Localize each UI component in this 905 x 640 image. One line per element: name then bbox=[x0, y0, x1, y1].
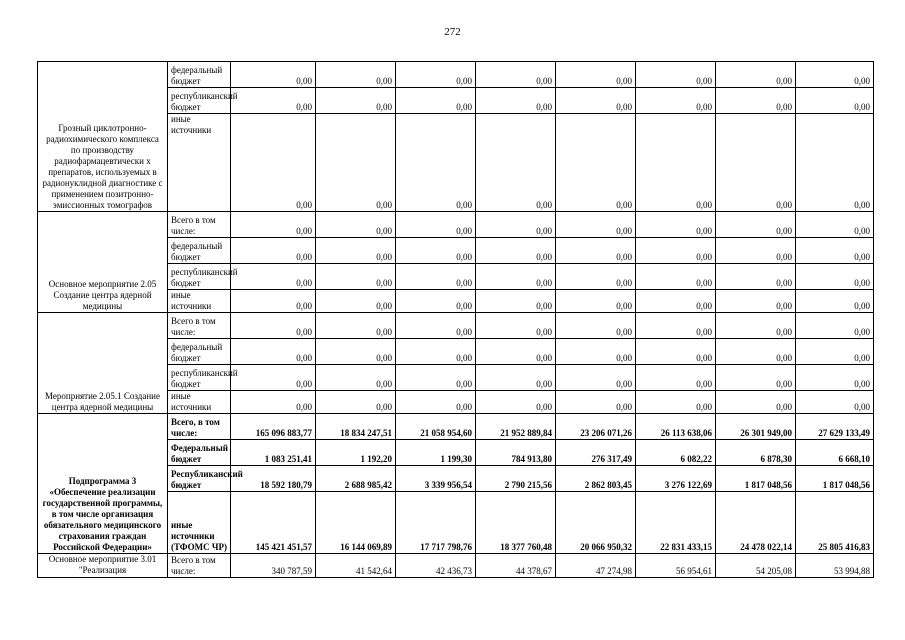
amount-cell: 0,00 bbox=[556, 339, 636, 365]
funding-source: Всего в том числе: bbox=[168, 313, 231, 339]
amount-cell: 0,00 bbox=[556, 365, 636, 391]
amount-cell: 0,00 bbox=[231, 114, 316, 212]
funding-source: республиканский бюджет bbox=[168, 365, 231, 391]
amount-cell: 340 787,59 bbox=[231, 554, 316, 578]
amount-cell: 0,00 bbox=[231, 88, 316, 114]
amount-cell: 0,00 bbox=[231, 62, 316, 88]
amount-cell: 41 542,64 bbox=[316, 554, 396, 578]
amount-cell: 0,00 bbox=[556, 264, 636, 290]
amount-cell: 0,00 bbox=[796, 339, 874, 365]
budget-table bbox=[37, 61, 874, 578]
amount-cell: 0,00 bbox=[396, 313, 476, 339]
activity-name: Основное мероприятие 3.01 "Реализация bbox=[38, 554, 168, 578]
amount-cell: 0,00 bbox=[716, 339, 796, 365]
funding-source: федеральный бюджет bbox=[168, 238, 231, 264]
amount-cell: 0,00 bbox=[396, 62, 476, 88]
amount-cell: 0,00 bbox=[476, 339, 556, 365]
amount-cell: 0,00 bbox=[636, 88, 716, 114]
amount-cell: 0,00 bbox=[476, 238, 556, 264]
amount-cell: 0,00 bbox=[716, 313, 796, 339]
amount-cell: 0,00 bbox=[316, 339, 396, 365]
amount-cell: 0,00 bbox=[796, 391, 874, 414]
amount-cell: 21 058 954,60 bbox=[396, 414, 476, 440]
amount-cell: 0,00 bbox=[476, 62, 556, 88]
amount-cell: 165 096 883,77 bbox=[231, 414, 316, 440]
amount-cell: 56 954,61 bbox=[636, 554, 716, 578]
amount-cell: 24 478 022,14 bbox=[716, 492, 796, 554]
amount-cell: 0,00 bbox=[316, 62, 396, 88]
amount-cell: 0,00 bbox=[716, 264, 796, 290]
amount-cell: 18 377 760,48 bbox=[476, 492, 556, 554]
budget-table-body bbox=[38, 62, 874, 578]
amount-cell: 6 878,30 bbox=[716, 440, 796, 466]
amount-cell: 0,00 bbox=[231, 238, 316, 264]
amount-cell: 0,00 bbox=[716, 88, 796, 114]
amount-cell: 0,00 bbox=[231, 290, 316, 313]
amount-cell: 6 668,10 bbox=[796, 440, 874, 466]
amount-cell: 26 301 949,00 bbox=[716, 414, 796, 440]
amount-cell: 0,00 bbox=[636, 264, 716, 290]
amount-cell: 0,00 bbox=[231, 391, 316, 414]
amount-cell: 0,00 bbox=[796, 264, 874, 290]
amount-cell: 47 274,98 bbox=[556, 554, 636, 578]
amount-cell: 1 192,20 bbox=[316, 440, 396, 466]
funding-source: Федеральный бюджет bbox=[168, 440, 231, 466]
amount-cell: 0,00 bbox=[316, 391, 396, 414]
table-row bbox=[38, 313, 874, 339]
amount-cell: 44 378,67 bbox=[476, 554, 556, 578]
amount-cell: 1 817 048,56 bbox=[716, 466, 796, 492]
amount-cell: 0,00 bbox=[796, 212, 874, 238]
amount-cell: 42 436,73 bbox=[396, 554, 476, 578]
amount-cell: 0,00 bbox=[636, 114, 716, 212]
amount-cell: 2 790 215,56 bbox=[476, 466, 556, 492]
amount-cell: 0,00 bbox=[316, 365, 396, 391]
activity-name: Грозный циклотронно-радиохимического комплекса по производству радиофармацевтически х препаратов, используемых в радионуклидной диагностике с применением позитронно-эмиссионных томографов bbox=[38, 62, 168, 212]
funding-source: иные источники (ТФОМС ЧР) bbox=[168, 492, 231, 554]
amount-cell: 3 276 122,69 bbox=[636, 466, 716, 492]
funding-source: иные источники bbox=[168, 391, 231, 414]
amount-cell: 0,00 bbox=[636, 212, 716, 238]
table-row bbox=[38, 554, 874, 578]
amount-cell: 1 817 048,56 bbox=[796, 466, 874, 492]
amount-cell: 53 994,88 bbox=[796, 554, 874, 578]
amount-cell: 0,00 bbox=[556, 238, 636, 264]
amount-cell: 0,00 bbox=[396, 391, 476, 414]
amount-cell: 16 144 069,89 bbox=[316, 492, 396, 554]
amount-cell: 0,00 bbox=[396, 264, 476, 290]
amount-cell: 20 066 950,32 bbox=[556, 492, 636, 554]
table-row bbox=[38, 62, 874, 88]
amount-cell: 0,00 bbox=[476, 88, 556, 114]
amount-cell: 25 805 416,83 bbox=[796, 492, 874, 554]
amount-cell: 0,00 bbox=[716, 114, 796, 212]
amount-cell: 0,00 bbox=[556, 88, 636, 114]
amount-cell: 0,00 bbox=[231, 365, 316, 391]
amount-cell: 0,00 bbox=[796, 290, 874, 313]
amount-cell: 0,00 bbox=[396, 212, 476, 238]
amount-cell: 0,00 bbox=[316, 264, 396, 290]
amount-cell: 276 317,49 bbox=[556, 440, 636, 466]
funding-source: Республиканский бюджет bbox=[168, 466, 231, 492]
amount-cell: 0,00 bbox=[636, 290, 716, 313]
amount-cell: 0,00 bbox=[231, 339, 316, 365]
amount-cell: 0,00 bbox=[476, 290, 556, 313]
amount-cell: 18 592 180,79 bbox=[231, 466, 316, 492]
amount-cell: 0,00 bbox=[396, 88, 476, 114]
amount-cell: 0,00 bbox=[556, 313, 636, 339]
activity-name: Мероприятие 2.05.1 Создание центра ядерной медицины bbox=[38, 313, 168, 414]
amount-cell: 0,00 bbox=[636, 339, 716, 365]
amount-cell: 23 206 071,26 bbox=[556, 414, 636, 440]
table-row bbox=[38, 414, 874, 440]
amount-cell: 0,00 bbox=[476, 212, 556, 238]
amount-cell: 0,00 bbox=[396, 365, 476, 391]
activity-name: Основное мероприятие 2.05 Создание центра ядерной медицины bbox=[38, 212, 168, 313]
amount-cell: 17 717 798,76 bbox=[396, 492, 476, 554]
amount-cell: 0,00 bbox=[476, 114, 556, 212]
amount-cell: 0,00 bbox=[716, 212, 796, 238]
amount-cell: 0,00 bbox=[636, 365, 716, 391]
funding-source: республиканский бюджет bbox=[168, 264, 231, 290]
funding-source: Всего, в том числе: bbox=[168, 414, 231, 440]
funding-source: федеральный бюджет bbox=[168, 62, 231, 88]
amount-cell: 0,00 bbox=[796, 62, 874, 88]
amount-cell: 0,00 bbox=[796, 114, 874, 212]
activity-name: Подпрограмма 3 «Обеспечение реализации государственной программы, в том числе организация обязательного медицинского страхования граждан Российской Федерации» bbox=[38, 414, 168, 554]
amount-cell: 0,00 bbox=[476, 264, 556, 290]
amount-cell: 0,00 bbox=[556, 391, 636, 414]
amount-cell: 0,00 bbox=[231, 212, 316, 238]
amount-cell: 27 629 133,49 bbox=[796, 414, 874, 440]
amount-cell: 0,00 bbox=[716, 391, 796, 414]
amount-cell: 0,00 bbox=[716, 62, 796, 88]
amount-cell: 21 952 889,84 bbox=[476, 414, 556, 440]
amount-cell: 2 862 803,45 bbox=[556, 466, 636, 492]
amount-cell: 0,00 bbox=[396, 114, 476, 212]
amount-cell: 0,00 bbox=[556, 62, 636, 88]
amount-cell: 0,00 bbox=[316, 114, 396, 212]
funding-source: иные источники bbox=[168, 114, 231, 212]
amount-cell: 18 834 247,51 bbox=[316, 414, 396, 440]
amount-cell: 0,00 bbox=[716, 365, 796, 391]
amount-cell: 3 339 956,54 bbox=[396, 466, 476, 492]
amount-cell: 0,00 bbox=[716, 238, 796, 264]
amount-cell: 0,00 bbox=[231, 313, 316, 339]
amount-cell: 0,00 bbox=[636, 62, 716, 88]
amount-cell: 26 113 638,06 bbox=[636, 414, 716, 440]
amount-cell: 0,00 bbox=[796, 88, 874, 114]
amount-cell: 0,00 bbox=[396, 290, 476, 313]
amount-cell: 0,00 bbox=[316, 88, 396, 114]
amount-cell: 2 688 985,42 bbox=[316, 466, 396, 492]
amount-cell: 22 831 433,15 bbox=[636, 492, 716, 554]
amount-cell: 0,00 bbox=[316, 313, 396, 339]
amount-cell: 0,00 bbox=[316, 238, 396, 264]
amount-cell: 0,00 bbox=[796, 238, 874, 264]
amount-cell: 0,00 bbox=[556, 212, 636, 238]
table-row bbox=[38, 212, 874, 238]
amount-cell: 0,00 bbox=[396, 238, 476, 264]
amount-cell: 0,00 bbox=[231, 264, 316, 290]
amount-cell: 0,00 bbox=[636, 238, 716, 264]
amount-cell: 1 083 251,41 bbox=[231, 440, 316, 466]
amount-cell: 54 205,08 bbox=[716, 554, 796, 578]
amount-cell: 0,00 bbox=[636, 313, 716, 339]
funding-source: иные источники bbox=[168, 290, 231, 313]
funding-source: Всего в том числе: bbox=[168, 212, 231, 238]
amount-cell: 0,00 bbox=[796, 313, 874, 339]
amount-cell: 145 421 451,57 bbox=[231, 492, 316, 554]
amount-cell: 0,00 bbox=[796, 365, 874, 391]
funding-source: Всего в том числе: bbox=[168, 554, 231, 578]
funding-source: федеральный бюджет bbox=[168, 339, 231, 365]
amount-cell: 784 913,80 bbox=[476, 440, 556, 466]
amount-cell: 0,00 bbox=[316, 212, 396, 238]
amount-cell: 0,00 bbox=[476, 365, 556, 391]
amount-cell: 0,00 bbox=[396, 339, 476, 365]
page-number: 272 bbox=[444, 26, 461, 38]
amount-cell: 0,00 bbox=[476, 391, 556, 414]
funding-source: республиканский бюджет bbox=[168, 88, 231, 114]
amount-cell: 6 082,22 bbox=[636, 440, 716, 466]
amount-cell: 1 199,30 bbox=[396, 440, 476, 466]
amount-cell: 0,00 bbox=[476, 313, 556, 339]
amount-cell: 0,00 bbox=[316, 290, 396, 313]
amount-cell: 0,00 bbox=[636, 391, 716, 414]
amount-cell: 0,00 bbox=[556, 114, 636, 212]
amount-cell: 0,00 bbox=[716, 290, 796, 313]
amount-cell: 0,00 bbox=[556, 290, 636, 313]
